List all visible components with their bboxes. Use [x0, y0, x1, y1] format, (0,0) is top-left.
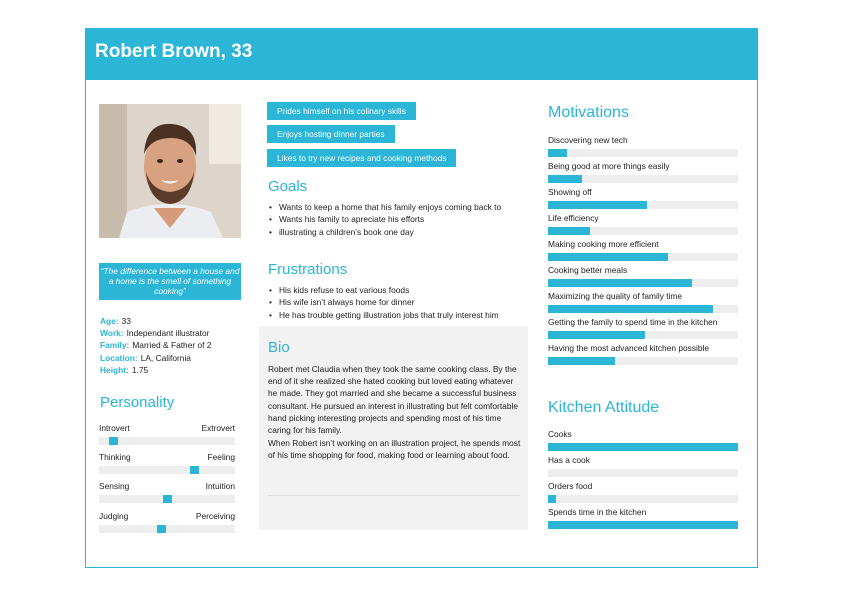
motivation-item — [548, 161, 738, 187]
scale-track — [99, 466, 235, 474]
trait-tag: Enjoys hosting dinner parties — [267, 125, 395, 143]
bio-section — [259, 326, 528, 530]
header-bar — [86, 29, 757, 80]
goal-item: • Wants his family to apreciate his efforts — [269, 213, 501, 225]
attitude-label: Spends time in the kitchen — [548, 507, 647, 517]
scale-right-label: Perceiving — [195, 511, 235, 521]
motivation-item — [548, 343, 738, 369]
attitude-fill — [548, 443, 738, 451]
scale-knob — [163, 495, 172, 503]
motivation-track — [548, 253, 738, 261]
motivation-track — [548, 305, 738, 313]
motivation-track — [548, 279, 738, 287]
motivation-label: Being good at more things easily — [548, 161, 670, 171]
motivation-item — [548, 213, 738, 239]
personality-scale-introvert-extrovert — [99, 423, 235, 445]
persona-details — [100, 315, 211, 376]
detail-age: Age: 33 — [100, 316, 131, 326]
scale-left-label: Judging — [99, 511, 129, 521]
motivations-title: Motivations — [548, 104, 629, 121]
motivation-item — [548, 265, 738, 291]
scale-knob — [190, 466, 199, 474]
bio-title: Bio — [268, 339, 290, 356]
attitude-item — [548, 481, 738, 507]
persona-name: Robert Brown, 33 — [95, 41, 253, 62]
motivation-fill — [548, 305, 713, 313]
goals-list — [269, 201, 501, 238]
profile-photo — [99, 104, 241, 238]
bio-text — [268, 363, 521, 463]
goal-item: • illustrating a children’s book one day — [269, 226, 501, 238]
scale-knob — [157, 525, 166, 533]
motivation-label: Cooking better meals — [548, 265, 628, 275]
attitude-label: Orders food — [548, 481, 593, 491]
attitude-fill — [548, 495, 556, 503]
motivation-fill — [548, 227, 590, 235]
bio-divider — [268, 495, 520, 496]
attitude-item — [548, 455, 738, 481]
motivation-item — [548, 239, 738, 265]
attitude-track — [548, 469, 738, 477]
frustration-item: • His kids refuse to eat various foods — [269, 284, 499, 296]
frustration-item: • He has trouble getting illustration jobs that truly interest him — [269, 309, 499, 321]
scale-left-label: Introvert — [99, 423, 130, 433]
attitude-item — [548, 429, 738, 455]
personality-scale-judging-perceiving — [99, 511, 235, 533]
attitude-label: Has a cook — [548, 455, 590, 465]
motivation-label: Discovering new tech — [548, 135, 628, 145]
frustrations-list — [269, 284, 499, 321]
personality-title: Personality — [100, 394, 175, 411]
scale-knob — [109, 437, 118, 445]
scale-track — [99, 525, 235, 533]
detail-height: Height: 1.75 — [100, 364, 149, 375]
motivation-label: Life efficiency — [548, 213, 599, 223]
bio-paragraph: When Robert isn’t working on an illustration project, he spends most of his time shopping for food, making food or learning about food. — [268, 438, 521, 461]
motivation-item — [548, 291, 738, 317]
scale-track — [99, 495, 235, 503]
detail-location: Location: LA, California — [100, 352, 191, 363]
scale-right-label: Intuition — [205, 481, 235, 491]
motivation-fill — [548, 201, 647, 209]
motivation-label: Having the most advanced kitchen possible — [548, 343, 710, 353]
motivation-label: Making cooking more efficient — [548, 239, 659, 249]
attitude-track — [548, 443, 738, 451]
scale-right-label: Feeling — [207, 452, 235, 462]
scale-left-label: Thinking — [99, 452, 131, 462]
personality-scale-sensing-intuition — [99, 481, 235, 503]
trait-tag: Prides himself on his colinary skills — [267, 102, 416, 120]
attitude-label: Cooks — [548, 429, 572, 439]
kitchen-attitude-bars — [548, 429, 738, 533]
persona-quote: “The difference between a house and a home is the smell of something cooking” — [99, 263, 241, 300]
detail-work: Work: Independant illustrator — [100, 328, 210, 339]
motivation-label: Maximizing the quality of family time — [548, 291, 683, 301]
scale-right-label: Extrovert — [201, 423, 235, 433]
attitude-track — [548, 521, 738, 529]
kitchen-attitude-title: Kitchen Attitude — [548, 399, 660, 416]
attitude-track — [548, 495, 738, 503]
motivation-fill — [548, 253, 668, 261]
motivation-item — [548, 135, 738, 161]
goal-item: • Wants to keep a home that his family enjoys coming back to — [269, 201, 501, 213]
frustrations-title: Frustrations — [268, 261, 348, 278]
attitude-item — [548, 507, 738, 533]
motivation-item — [548, 317, 738, 343]
trait-tag: Likes to try new recipes and cooking methods — [267, 149, 456, 167]
motivation-track — [548, 201, 738, 209]
scale-left-label: Sensing — [99, 481, 130, 491]
persona-card — [85, 28, 758, 568]
motivation-track — [548, 331, 738, 339]
motivation-label: Showing off — [548, 187, 592, 197]
motivation-fill — [548, 175, 582, 183]
motivation-track — [548, 149, 738, 157]
motivation-fill — [548, 279, 692, 287]
bio-paragraph: Robert met Claudia when they took the same cooking class. By the end of it she realized she hated cooking but loved eating whatever he made. They got married and she became a successful business consultant. He pursued an interest in illustrating but felt comfortable hand picking interesting projects and spending most of his time caring for his family. — [268, 364, 518, 436]
goals-title: Goals — [268, 178, 308, 195]
motivation-track — [548, 175, 738, 183]
frustration-item: • His wife isn’t always home for dinner — [269, 296, 499, 308]
motivation-fill — [548, 357, 615, 365]
detail-family: Family: Married & Father of 2 — [100, 340, 212, 351]
motivations-bars — [548, 135, 738, 369]
personality-scale-thinking-feeling — [99, 452, 235, 474]
motivation-item — [548, 187, 738, 213]
motivation-track — [548, 357, 738, 365]
attitude-fill — [548, 521, 738, 529]
motivation-fill — [548, 149, 567, 157]
motivation-label: Getting the family to spend time in the kitchen — [548, 317, 718, 327]
scale-track — [99, 437, 235, 445]
motivation-track — [548, 227, 738, 235]
motivation-fill — [548, 331, 645, 339]
